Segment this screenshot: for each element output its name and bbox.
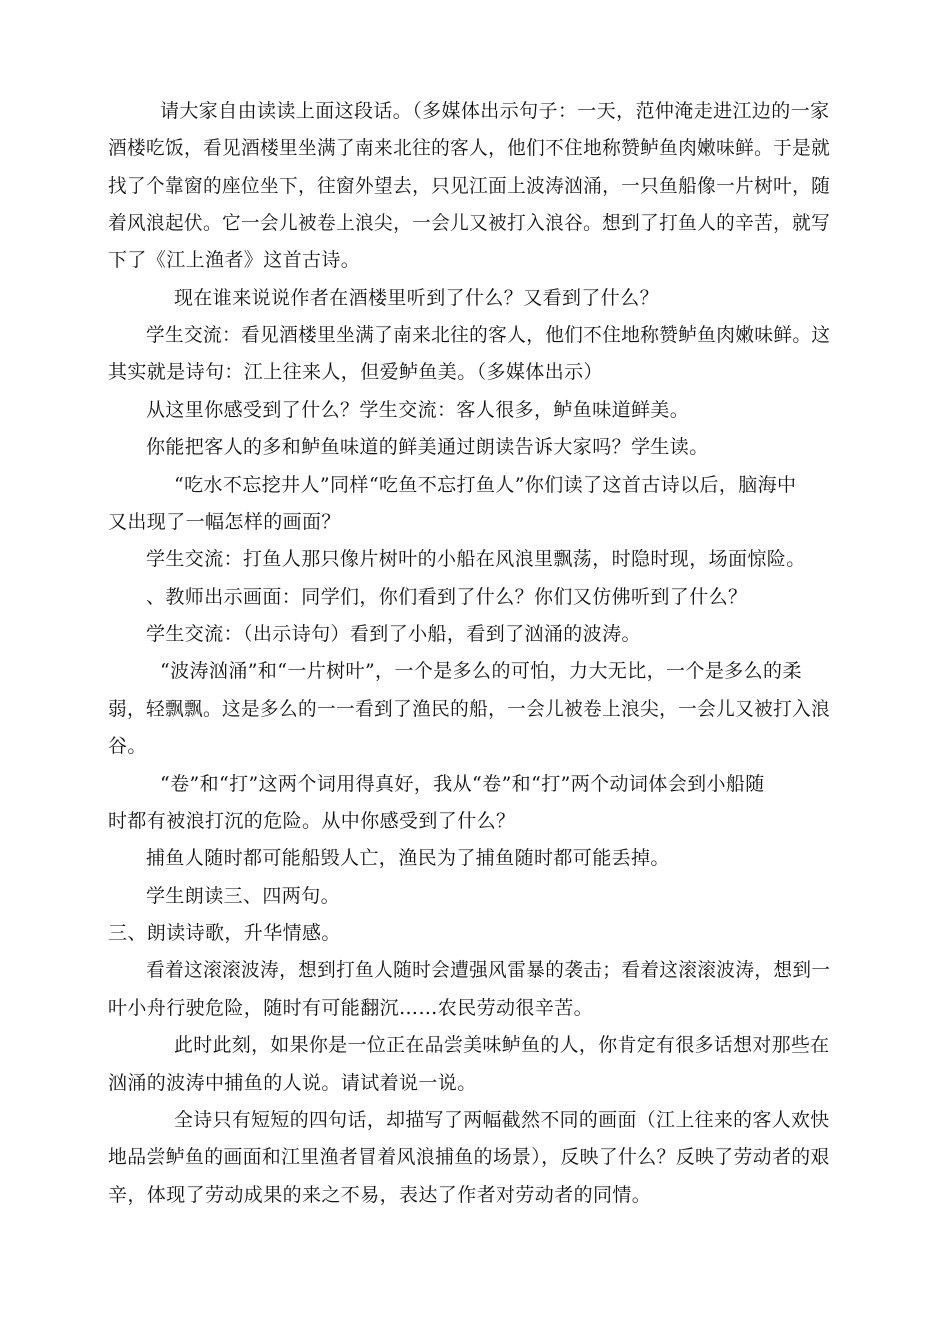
text-line: 又出现了一幅怎样的画面？ [108, 511, 341, 533]
text-line: 弱，轻飘飘。这是多么的一一看到了渔民的船，一会儿被卷上浪尖，一会儿又被打入浪 [108, 698, 831, 720]
text-line: 谷。 [108, 735, 147, 757]
text-line: 全诗只有短短的四句话，却描写了两幅截然不同的画面（江上往来的客人欢快 [174, 1109, 830, 1131]
text-line: 酒楼吃饭，看见酒楼里坐满了南来北往的客人，他们不住地称赞鲈鱼肉嫩味鲜。于是就 [108, 137, 831, 159]
text-line: 辛，体现了劳动成果的来之不易，表达了作者对劳动者的同情。 [108, 1184, 652, 1206]
text-line: 学生交流：看见酒楼里坐满了南来北往的客人，他们不住地称赞鲈鱼肉嫩味鲜。这 [146, 324, 831, 346]
text-line: 其实就是诗句：江上往来人，但爱鲈鱼美。（多媒体出示） [108, 361, 603, 383]
text-line: 请大家自由读读上面这段话。（多媒体出示句子：一天，范仲淹走进江边的一家 [160, 100, 830, 122]
text-line: 学生朗读三、四两句。 [146, 885, 341, 907]
text-line: 三、朗读诗歌，升华情感。 [108, 922, 341, 944]
text-line: 地品尝鲈鱼的画面和江里渔者冒着风浪捕鱼的场景），反映了什么？反映了劳动者的艰 [108, 1146, 830, 1168]
text-line: 找了个靠窗的座位坐下，往窗外望去，只见江面上波涛汹涌，一只鱼船像一片树叶，随 [108, 175, 831, 197]
text-line: “波涛汹涌”和“一片树叶”，一个是多么的可怕，力大无比，一个是多么的柔 [160, 660, 802, 682]
text-line: 学生交流：打鱼人那只像片树叶的小船在风浪里飘荡，时隐时现，场面惊险。 [146, 548, 806, 570]
text-line: 学生交流：（出示诗句）看到了小船，看到了汹涌的波涛。 [146, 623, 641, 645]
text-line: 叶小舟行驶危险，随时有可能翻沉……农民劳动很辛苦。 [108, 997, 594, 1019]
text-line: 你能把客人的多和鲈鱼味道的鲜美通过朗读告诉大家吗？学生读。 [146, 436, 709, 458]
text-line: 汹涌的波涛中捕鱼的人说。请试着说一说。 [108, 1072, 477, 1094]
text-line: 、教师出示画面：同学们，你们看到了什么？你们又仿佛听到了什么？ [146, 586, 748, 608]
text-line: 从这里你感受到了什么？学生交流：客人很多，鲈鱼味道鲜美。 [146, 399, 690, 421]
text-line: 捕鱼人随时都可能船毁人亡，渔民为了捕鱼随时都可能丢掉。 [146, 847, 670, 869]
text-line: 此时此刻，如果你是一位正在品尝美味鲈鱼的人，你肯定有很多话想对那些在 [174, 1034, 830, 1056]
text-line: 时都有被浪打沉的危险。从中你感受到了什么？ [108, 810, 516, 832]
text-line: “卷”和“打”这两个词用得真好，我从“卷”和“打”两个动词体会到小船随 [160, 773, 765, 795]
text-line: 现在谁来说说作者在酒楼里听到了什么？又看到了什么？ [174, 287, 660, 309]
text-line: 着风浪起伏。它一会儿被卷上浪尖，一会儿又被打入浪谷。想到了打鱼人的辛苦，就写 [108, 212, 831, 234]
text-line: “吃水不忘挖井人”同样“吃鱼不忘打鱼人”你们读了这首古诗以后，脑海中 [174, 474, 797, 496]
text-line: 下了《江上渔者》这首古诗。 [108, 249, 361, 271]
text-line: 看着这滚滚波涛，想到打鱼人随时会遭强风雷暴的袭击；看着这滚滚波涛，想到一 [146, 959, 831, 981]
